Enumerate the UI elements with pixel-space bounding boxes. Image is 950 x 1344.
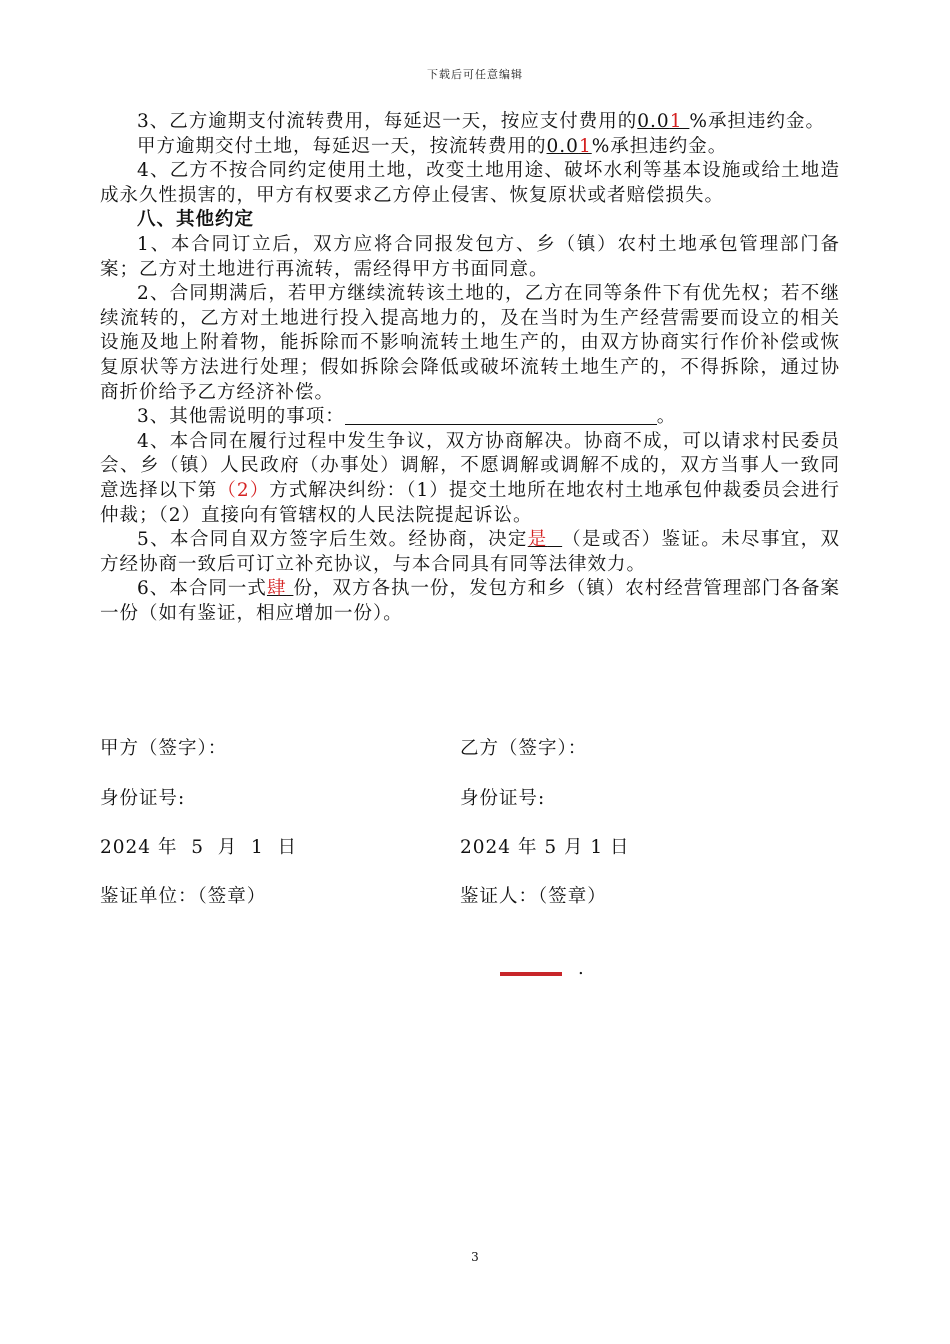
paragraph-expiry: 2、合同期满后，若甲方继续流转该土地的，乙方在同等条件下有优先权；若不继续流转的，乙方对土地进行投入提高地力的，及在当时为生产经营需要而设立的相关设施及地上附着物，能拆除而不影响流转土地生产的，由双方协商实行作价补偿或恢复原状等方法进行处理；假如拆除会降低或破坏流转土地生产的，不得拆除，通过协商折价给予乙方经济补偿。: [100, 283, 840, 403]
page-header: 下载后可任意编辑: [427, 68, 523, 81]
party-a-signature: 甲方（签字）：: [100, 738, 228, 759]
dispute-choice: （2）: [217, 479, 270, 501]
paragraph-penalty-b: 3、乙方逾期支付流转费用，每延迟一天，按应支付费用的0.01 %承担违约金。: [137, 111, 825, 132]
penalty-rate-a: 0.01: [546, 135, 592, 157]
page-number: 3: [471, 1250, 479, 1264]
party-b-signature: 乙方（签字）：: [460, 738, 588, 759]
paragraph-penalty-a: 甲方逾期交付土地，每延迟一天，按流转费用的0.01%承担违约金。: [137, 135, 728, 157]
notarize-choice: 是: [527, 529, 548, 551]
section-title-other: 八、其他约定: [137, 209, 255, 231]
party-b-date: 2024 年 5 月 1 日: [460, 837, 630, 858]
paragraph-filing: 1、本合同订立后，双方应将合同报发包方、乡（镇）农村土地承包管理部门备案；乙方对土地进行再流转，需经得甲方书面同意。: [100, 233, 840, 280]
party-b-id: 身份证号:: [460, 788, 546, 809]
paragraph-effect: 5、本合同自双方签字后生效。经协商，决定是 （是或否）鉴证。未尽事宜，双方经协商一致后可订立补充协议，与本合同具有同等法律效力。: [100, 529, 840, 575]
blank-line: [345, 406, 657, 425]
penalty-rate-b: 0.01: [637, 111, 683, 132]
paragraph-dispute: 4、本合同在履行过程中发生争议，双方协商解决。协商不成，可以请求村民委员会、乡（镇）人民政府（办事处）调解，不愿调解或调解不成的，双方当事人一致同意选择以下第（2）方式解决纠纷：（1）提交土地所在地农村土地承包仲裁委员会进行仲裁；（2）直接向有管辖权的人民法院提起诉讼。: [100, 430, 840, 526]
paragraph-other-matters: 3、其他需说明的事项： 。: [137, 406, 677, 428]
notary-unit: 鉴证单位：（签章）: [100, 886, 267, 907]
paragraph-land-damage: 4、乙方不按合同约定使用土地，改变土地用途、破坏水利等基本设施或给土地造成永久性损害的，甲方有权要求乙方停止侵害、恢复原状或者赔偿损失。: [100, 160, 840, 206]
footer-dot: .: [578, 958, 584, 979]
contract-body: [100, 110, 840, 626]
decorative-red-bar: [500, 972, 562, 976]
paragraph-copies: 6、本合同一式肆 份，双方各执一份，发包方和乡（镇）农村经营管理部门各备案一份（如有鉴证，相应增加一份）。: [100, 578, 840, 624]
copies-choice: 肆: [266, 578, 287, 600]
party-a-date: 2024 年 5 月 1 日: [100, 837, 298, 858]
notary-person: 鉴证人：（签章）: [460, 886, 607, 907]
party-a-id: 身份证号:: [100, 788, 186, 809]
